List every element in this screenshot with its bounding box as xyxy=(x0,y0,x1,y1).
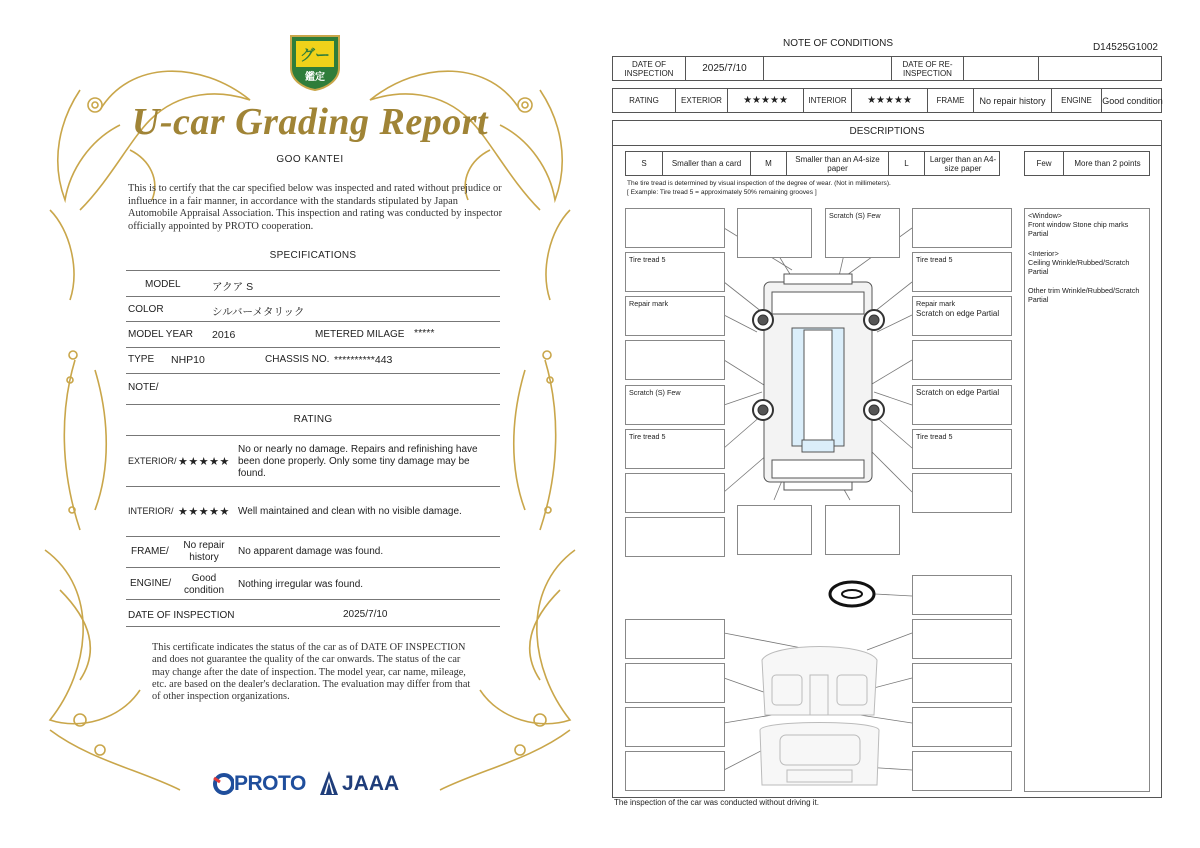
descriptions-heading: DESCRIPTIONS xyxy=(849,126,925,137)
specifications-heading: SPECIFICATIONS xyxy=(269,250,357,261)
proto-logo: PROTO xyxy=(234,772,306,795)
divider xyxy=(126,486,500,487)
interior-text-ceiling: Ceiling Wrinkle/Rubbed/Scratch Partial xyxy=(1028,258,1130,277)
divider xyxy=(126,270,500,271)
interior-description: Well maintained and clean with no visible damage. xyxy=(238,506,462,517)
window-heading: <Window> xyxy=(1028,211,1062,220)
divider xyxy=(126,321,500,322)
exterior-description: No or nearly no damage. Repairs and refinishing have been done properly. Only some tiny damage may be found. xyxy=(238,444,478,479)
note-box xyxy=(625,751,725,791)
note-box xyxy=(625,517,725,557)
divider xyxy=(126,347,500,348)
legend-l-text: Larger than an A4-size paper xyxy=(924,152,1001,175)
divider xyxy=(126,296,500,297)
jaaa-logo: JAAA xyxy=(342,772,400,795)
frame-description: No apparent damage was found. xyxy=(238,546,384,557)
note-box-label: Scratch (S) Few xyxy=(829,211,881,220)
interior-heading: <Interior> xyxy=(1028,249,1059,258)
legend-few: Few xyxy=(1036,159,1052,168)
note-box xyxy=(912,340,1012,380)
note-box xyxy=(912,208,1012,248)
note-box-repair-left xyxy=(625,296,725,336)
model-value: アクア S xyxy=(212,281,254,293)
tire-note-1: The tire tread is determined by visual inspection of the degree of wear. (Not in millimeters). xyxy=(627,180,891,187)
note-box-label-2: Scratch on edge Partial xyxy=(916,309,1000,318)
goo-kantei-badge-icon xyxy=(287,32,343,92)
note-box-tire-front-right xyxy=(912,252,1012,292)
interior-text-other-trim: Other trim Wrinkle/Rubbed/Scratch Partial xyxy=(1028,286,1140,305)
legend-m: M xyxy=(750,152,786,175)
note-box xyxy=(825,505,900,555)
note-box-steering xyxy=(912,575,1012,615)
note-box xyxy=(625,208,725,248)
rating-label: RATING xyxy=(629,96,659,105)
interior-label: INTERIOR/ xyxy=(128,506,174,516)
note-box-label: Scratch (S) Few xyxy=(629,388,681,397)
note-box-label: Tire tread 5 xyxy=(916,255,953,264)
note-box-tire-rear-left xyxy=(625,429,725,469)
note-box-tire-front-left xyxy=(625,252,725,292)
date-of-inspection-label: DATE OF INSPECTION xyxy=(624,59,674,78)
note-title: NOTE OF CONDITIONS xyxy=(783,38,893,49)
divider xyxy=(126,404,500,405)
note-box xyxy=(912,707,1012,747)
divider xyxy=(126,567,500,568)
svg-text:グー: グー xyxy=(299,46,331,64)
window-text: Front window Stone chip marks Partial xyxy=(1028,220,1129,239)
legend-m-text: Smaller than an A4-size paper xyxy=(786,152,888,175)
exterior-label: EXTERIOR/ xyxy=(128,456,177,466)
note-box-scratch-edge-right xyxy=(912,385,1012,425)
interior-stars: ★★★★★ xyxy=(851,89,927,112)
type-value: NHP10 xyxy=(171,354,205,366)
model-label: MODEL xyxy=(145,279,181,290)
chassis-label: CHASSIS NO. xyxy=(265,354,330,365)
note-box-scratch-top xyxy=(825,208,900,258)
certificate-subtitle: GOO KANTEI xyxy=(276,154,344,165)
note-box xyxy=(912,473,1012,513)
interior-label: INTERIOR xyxy=(803,89,851,112)
divider xyxy=(126,435,500,436)
note-box-label: Repair mark xyxy=(916,299,956,308)
certificate-footer: This certificate indicates the status of the car as of DATE OF INSPECTION and does not guarantee the quality of the car onwards. The status of the car may change after the date of inspection. The model year, car name, mileage, etc. are based on the dealer's declaration. The evaluation may differ from that of other inspection organizations. xyxy=(152,642,471,703)
note-box xyxy=(625,663,725,703)
color-value: シルバーメタリック xyxy=(212,306,305,318)
tire-note-2: [ Example: Tire tread 5 = approximately 50% remaining grooves ] xyxy=(627,189,817,196)
certificate-title: U-car Grading Report xyxy=(131,101,489,143)
note-footer: The inspection of the car was conducted without driving it. xyxy=(614,798,819,807)
note-of-conditions xyxy=(612,30,1164,820)
date-of-inspection-value: 2025/7/10 xyxy=(685,57,763,80)
frame-value: No repair history xyxy=(183,540,225,563)
legend-few-text: More than 2 points xyxy=(1063,152,1151,175)
note-box xyxy=(912,751,1012,791)
note-box xyxy=(625,707,725,747)
type-label: TYPE xyxy=(128,354,155,365)
divider xyxy=(126,536,500,537)
date-of-inspection-value: 2025/7/10 xyxy=(343,609,388,620)
note-box xyxy=(737,505,812,555)
date-of-reinspection-label: DATE OF RE-INSPECTION xyxy=(891,57,963,80)
mileage-value: ***** xyxy=(414,327,435,339)
engine-label: ENGINE xyxy=(1051,89,1101,112)
note-box-label: Tire tread 5 xyxy=(629,255,666,264)
note-box-label: Tire tread 5 xyxy=(629,432,666,441)
note-box xyxy=(625,619,725,659)
date-of-inspection-label: DATE OF INSPECTION xyxy=(128,610,235,621)
steering-wheel-icon xyxy=(830,582,874,606)
exterior-stars: ★★★★★ xyxy=(727,89,803,112)
divider xyxy=(126,373,500,374)
legend-s: S xyxy=(641,159,647,168)
model-year-label: MODEL YEAR xyxy=(128,329,194,340)
jaaa-logo-icon xyxy=(318,770,340,796)
rating-heading: RATING xyxy=(293,414,333,425)
frame-label: FRAME xyxy=(927,89,973,112)
note-box-scratch-left xyxy=(625,385,725,425)
note-box xyxy=(625,340,725,380)
divider xyxy=(126,599,500,600)
exterior-label: EXTERIOR xyxy=(675,89,727,112)
frame-value: No repair history xyxy=(973,89,1051,112)
note-box-label: Repair mark xyxy=(629,299,669,308)
note-box-tire-rear-right xyxy=(912,429,1012,469)
frame-label: FRAME/ xyxy=(131,546,169,557)
model-year-value: 2016 xyxy=(212,329,236,341)
mileage-label: METERED MILAGE xyxy=(315,329,405,340)
grading-certificate xyxy=(40,30,580,820)
note-box xyxy=(912,619,1012,659)
note-box xyxy=(625,473,725,513)
interior-stars: ★★★★★ xyxy=(178,506,230,518)
svg-text:鑑定: 鑑定 xyxy=(305,72,325,83)
certificate-intro: This is to certify that the car specified below was inspected and rated without prejudice or influence in a fair manner, in accordance with the standards stipulated by Japan Automobile Appraisal Association. This inspection and rating was conducted by inspector officially appointed by PROTO cooperation. xyxy=(128,183,503,232)
proto-logo-icon xyxy=(212,772,234,796)
note-box xyxy=(737,208,812,258)
engine-description: Nothing irregular was found. xyxy=(238,579,364,590)
divider xyxy=(126,626,500,627)
legend-s-text: Smaller than a card xyxy=(662,152,750,175)
color-label: COLOR xyxy=(128,304,164,315)
legend-l: L xyxy=(888,152,924,175)
document-id: D14525G1002 xyxy=(1092,42,1158,53)
engine-value: Good condition xyxy=(183,573,225,596)
note-label: NOTE/ xyxy=(128,382,159,393)
note-box-label: Tire tread 5 xyxy=(916,432,953,441)
engine-label: ENGINE/ xyxy=(130,578,172,589)
exterior-stars: ★★★★★ xyxy=(178,456,230,468)
engine-value: Good condition xyxy=(1101,89,1163,112)
chassis-value: **********443 xyxy=(334,354,393,366)
note-box xyxy=(912,663,1012,703)
note-box-label: Scratch on edge Partial xyxy=(916,388,1000,397)
note-box-repair-right xyxy=(912,296,1012,336)
